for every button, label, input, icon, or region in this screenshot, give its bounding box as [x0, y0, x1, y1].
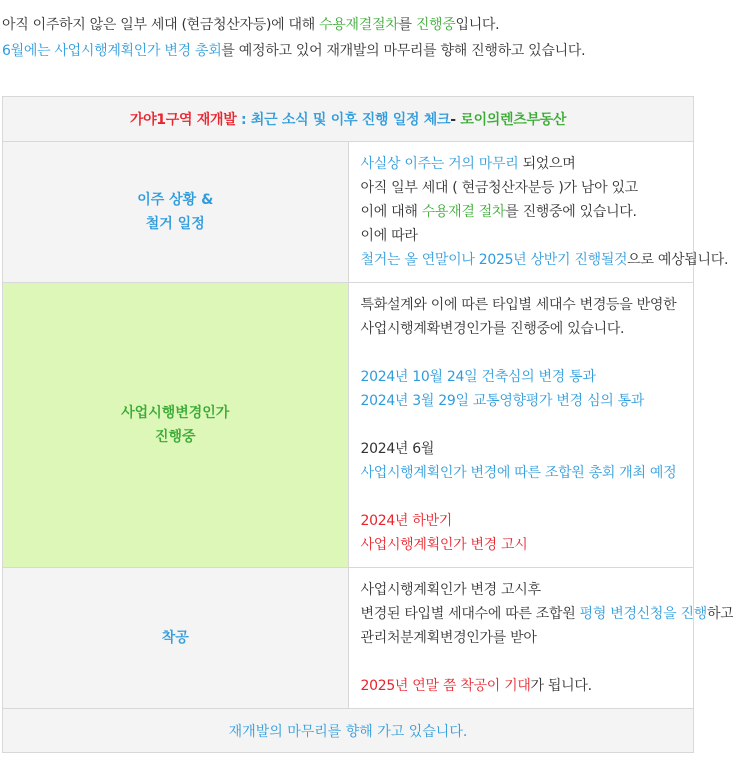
content-line	[360, 602, 733, 626]
table-row	[3, 142, 694, 283]
content-text: 하고	[706, 606, 733, 622]
intro-highlight: 진행중	[415, 17, 456, 33]
table-header	[3, 97, 694, 142]
row-label-relocation	[3, 142, 349, 283]
content-line: 사업시행계획인가 변경에 따른 조합원 총회 개최 예정	[360, 465, 677, 481]
highlight-text: 수용재결 절차	[421, 204, 506, 220]
row-content-construction	[348, 568, 733, 709]
label-line: 철거 일정	[145, 216, 205, 232]
intro-text: 아직 이주하지 않은 일부 세대 (현금청산자등)에 대해	[2, 17, 320, 33]
content-line: 특화설계와 이에 따른 타입별 세대수 변경등을 반영한	[360, 297, 677, 313]
header-project-name: 가야1구역 재개발	[129, 112, 237, 128]
label-line: 이주 상황 &	[137, 192, 214, 208]
content-line: 2024년 10월 24일 건축심의 변경 통과	[360, 369, 596, 385]
intro-text: 를	[398, 17, 416, 33]
content-line	[360, 248, 729, 272]
intro-paragraph	[2, 12, 692, 64]
highlight-text: 사실상 이주는 거의 마무리	[360, 156, 519, 172]
content-line: 2024년 하반기	[360, 513, 452, 529]
content-text: 가 됩니다.	[530, 678, 592, 694]
table-row	[3, 568, 694, 709]
content-line: 2024년 6월	[360, 441, 435, 457]
row-content-approval	[348, 283, 694, 568]
intro-text: 입니다.	[455, 17, 500, 33]
content-line	[361, 674, 684, 698]
blank-line	[361, 413, 684, 437]
content-line	[361, 152, 684, 176]
table-row	[3, 283, 694, 568]
header-dash: -	[450, 112, 461, 128]
intro-line-1	[2, 12, 692, 38]
content-line: 이에 따라	[360, 228, 418, 244]
highlight-text: 2025년 연말 쯤 착공이 기대	[360, 678, 531, 694]
intro-text: 를 예정하고 있어 재개발의 마무리를 향해 진행하고 있습니다.	[221, 43, 586, 59]
highlight-text: 평형 변경신청을 진행	[579, 606, 707, 622]
intro-highlight: 6월에는 사업시행계획인가 변경 총회	[2, 43, 222, 59]
content-line: 2024년 3월 29일 교통영향평가 변경 심의 통과	[360, 393, 645, 409]
highlight-text: 철거는 올 연말이나 2025년 상반기 진행될것	[360, 252, 628, 268]
blank-line	[361, 341, 684, 365]
schedule-table	[2, 96, 733, 753]
row-content-relocation	[348, 142, 729, 283]
table-footer: 재개발의 마무리를 향해 가고 있습니다.	[3, 709, 694, 753]
content-text: 되었으며	[518, 156, 576, 172]
label-line: 진행중	[154, 429, 196, 445]
content-line: 사업시행계획인가 변경 고시후	[360, 582, 541, 598]
header-title: : 최근 소식 및 이후 진행 일정 체크	[236, 112, 451, 128]
row-label-construction: 착공	[3, 568, 349, 709]
content-line: 사업시행계획인가 변경 고시	[360, 537, 528, 553]
content-line: 아직 일부 세대 ( 현금청산자분등 )가 남아 있고	[360, 180, 638, 196]
content-text: 으로 예상됩니다.	[627, 252, 729, 268]
content-line	[361, 200, 684, 224]
label-line: 사업시행변경인가	[121, 405, 230, 421]
content-text: 변경된 타입별 세대수에 따른 조합원	[360, 606, 580, 622]
row-label-approval	[3, 283, 349, 568]
content-line: 사업시행계확변경인가를 진행중에 있습니다.	[360, 321, 625, 337]
content-line: 관리처분계획변경인가를 받아	[360, 630, 537, 646]
header-brand: 로이의렌츠부동산	[460, 112, 567, 128]
intro-line-2	[2, 38, 692, 64]
blank-line	[361, 485, 684, 509]
intro-highlight: 수용재결절차	[319, 17, 399, 33]
content-text: 를 진행중에 있습니다.	[505, 204, 637, 220]
blank-line	[361, 650, 684, 674]
content-text: 이에 대해	[360, 204, 422, 220]
